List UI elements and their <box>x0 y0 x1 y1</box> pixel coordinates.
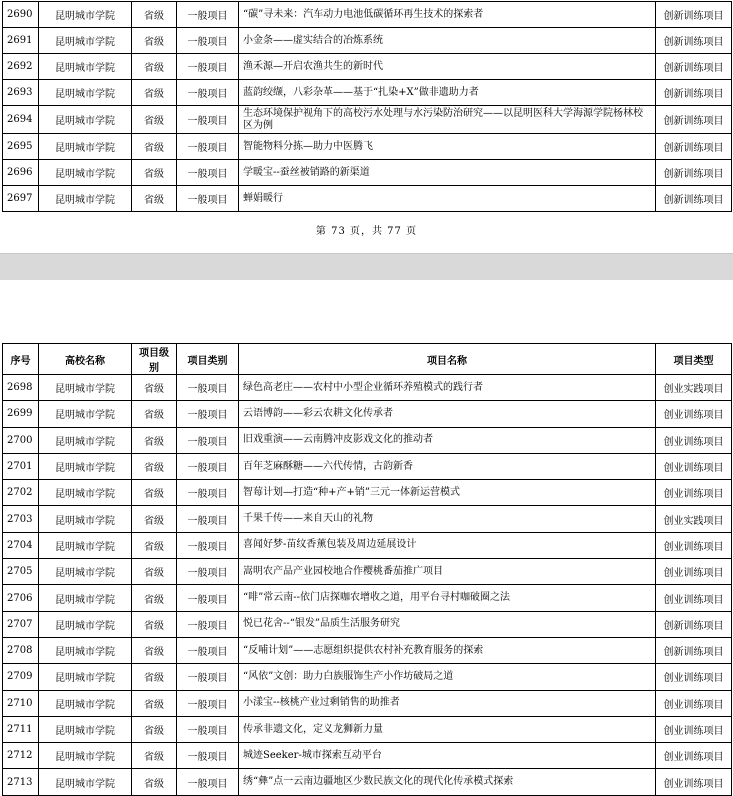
page-separator <box>0 253 733 280</box>
cell-category: 一般项目 <box>177 664 239 690</box>
cell-no: 2698 <box>3 375 39 401</box>
cell-no: 2706 <box>3 585 39 611</box>
cell-school: 昆明城市学院 <box>39 637 132 663</box>
cell-school: 昆明城市学院 <box>39 375 132 401</box>
cell-level: 省级 <box>132 506 177 532</box>
cell-category: 一般项目 <box>177 585 239 611</box>
cell-level: 省级 <box>132 134 177 160</box>
cell-no: 2712 <box>3 743 39 769</box>
cell-level: 省级 <box>132 106 177 134</box>
cell-category: 一般项目 <box>177 559 239 585</box>
cell-level: 省级 <box>132 585 177 611</box>
cell-name: 小漾宝--核桃产业过剩销售的助推者 <box>239 690 656 716</box>
cell-school: 昆明城市学院 <box>39 453 132 479</box>
cell-name: 嵩明农产品产业园校地合作樱桃番茄推广项目 <box>239 559 656 585</box>
cell-type: 创业训练项目 <box>656 585 732 611</box>
table-row <box>3 690 732 716</box>
cell-no: 2711 <box>3 716 39 742</box>
cell-type: 创新训练项目 <box>656 134 732 160</box>
document-page-74 <box>0 280 733 791</box>
table-row <box>3 769 732 795</box>
table-row <box>3 160 732 186</box>
header-name: 项目名称 <box>239 344 656 375</box>
cell-category: 一般项目 <box>177 506 239 532</box>
cell-no: 2702 <box>3 480 39 506</box>
cell-category: 一般项目 <box>177 532 239 558</box>
cell-school: 昆明城市学院 <box>39 427 132 453</box>
cell-school: 昆明城市学院 <box>39 54 132 80</box>
cell-level: 省级 <box>132 186 177 212</box>
cell-school: 昆明城市学院 <box>39 2 132 28</box>
header-level: 项目级别 <box>132 344 177 375</box>
cell-school: 昆明城市学院 <box>39 532 132 558</box>
cell-type: 创业训练项目 <box>656 559 732 585</box>
cell-no: 2701 <box>3 453 39 479</box>
cell-name: 城迹Seeker-城市探索互动平台 <box>239 743 656 769</box>
project-table-page-73 <box>2 1 732 212</box>
cell-type: 创新训练项目 <box>656 54 732 80</box>
cell-name: 千果千传——来自天山的礼物 <box>239 506 656 532</box>
table-row <box>3 106 732 134</box>
cell-type: 创业实践项目 <box>656 506 732 532</box>
table-row <box>3 427 732 453</box>
document-page-73 <box>0 0 733 253</box>
cell-name: 悦已花舍--“银发”品质生活服务研究 <box>239 611 656 637</box>
cell-no: 2713 <box>3 769 39 795</box>
cell-no: 2694 <box>3 106 39 134</box>
table-row <box>3 637 732 663</box>
cell-type: 创新训练项目 <box>656 160 732 186</box>
cell-school: 昆明城市学院 <box>39 186 132 212</box>
cell-name: 绣“彝”点一云南边疆地区少数民族文化的现代化传承模式探索 <box>239 769 656 795</box>
cell-type: 创业训练项目 <box>656 532 732 558</box>
cell-name: 蝉娟暖行 <box>239 186 656 212</box>
cell-type: 创业训练项目 <box>656 427 732 453</box>
cell-no: 2700 <box>3 427 39 453</box>
cell-type: 创新训练项目 <box>656 186 732 212</box>
table-row <box>3 134 732 160</box>
cell-school: 昆明城市学院 <box>39 716 132 742</box>
cell-level: 省级 <box>132 54 177 80</box>
cell-name: 渔禾源—开启农渔共生的新时代 <box>239 54 656 80</box>
cell-no: 2697 <box>3 186 39 212</box>
cell-level: 省级 <box>132 690 177 716</box>
cell-category: 一般项目 <box>177 375 239 401</box>
table-row <box>3 480 732 506</box>
cell-no: 2695 <box>3 134 39 160</box>
cell-name: “反哺计划”——志愿组织提供农村补充教育服务的探索 <box>239 637 656 663</box>
table-row <box>3 506 732 532</box>
cell-category: 一般项目 <box>177 106 239 134</box>
table-row <box>3 611 732 637</box>
cell-category: 一般项目 <box>177 80 239 106</box>
project-table-page-74 <box>2 343 732 796</box>
cell-name: 小金条——虚实结合的冶炼系统 <box>239 28 656 54</box>
cell-school: 昆明城市学院 <box>39 80 132 106</box>
cell-type: 创新训练项目 <box>656 28 732 54</box>
table-row <box>3 664 732 690</box>
cell-level: 省级 <box>132 743 177 769</box>
cell-name: “碳”寻未来：汽车动力电池低碳循环再生技术的探索者 <box>239 2 656 28</box>
cell-category: 一般项目 <box>177 160 239 186</box>
cell-type: 创业训练项目 <box>656 480 732 506</box>
cell-category: 一般项目 <box>177 54 239 80</box>
cell-no: 2704 <box>3 532 39 558</box>
cell-type: 创新训练项目 <box>656 2 732 28</box>
cell-type: 创业训练项目 <box>656 716 732 742</box>
cell-name: “风依”文创：助力白族服饰生产小作坊破局之道 <box>239 664 656 690</box>
cell-school: 昆明城市学院 <box>39 769 132 795</box>
cell-type: 创业训练项目 <box>656 769 732 795</box>
cell-name: “啡”常云南--依门店探咖农增收之道，用平台寻村咖破圈之法 <box>239 585 656 611</box>
table-row <box>3 28 732 54</box>
cell-school: 昆明城市学院 <box>39 160 132 186</box>
cell-school: 昆明城市学院 <box>39 559 132 585</box>
cell-no: 2690 <box>3 2 39 28</box>
cell-school: 昆明城市学院 <box>39 480 132 506</box>
cell-type: 创业训练项目 <box>656 401 732 427</box>
cell-name: 智莓计划—打造“种+产+销”三元一体新运营模式 <box>239 480 656 506</box>
cell-school: 昆明城市学院 <box>39 134 132 160</box>
header-category: 项目类别 <box>177 344 239 375</box>
cell-name: 喜闻好梦-苗纹香薰包装及周边延展设计 <box>239 532 656 558</box>
cell-no: 2696 <box>3 160 39 186</box>
cell-no: 2692 <box>3 54 39 80</box>
cell-no: 2691 <box>3 28 39 54</box>
cell-name: 生态环境保护视角下的高校污水处理与水污染防治研究——以昆明医科大学海源学院杨林校区为例 <box>239 106 656 134</box>
table-row <box>3 186 732 212</box>
cell-category: 一般项目 <box>177 769 239 795</box>
cell-no: 2708 <box>3 637 39 663</box>
table-row <box>3 453 732 479</box>
cell-no: 2693 <box>3 80 39 106</box>
cell-name: 旧戏重演——云南腾冲皮影戏文化的推动者 <box>239 427 656 453</box>
cell-name: 云语博韵——彩云农耕文化传承者 <box>239 401 656 427</box>
header-no: 序号 <box>3 344 39 375</box>
cell-level: 省级 <box>132 611 177 637</box>
table-row <box>3 716 732 742</box>
cell-level: 省级 <box>132 532 177 558</box>
cell-name: 智能物料分拣—助力中医腾飞 <box>239 134 656 160</box>
cell-level: 省级 <box>132 637 177 663</box>
cell-school: 昆明城市学院 <box>39 506 132 532</box>
table-row <box>3 559 732 585</box>
cell-level: 省级 <box>132 375 177 401</box>
cell-school: 昆明城市学院 <box>39 106 132 134</box>
table-row <box>3 80 732 106</box>
cell-school: 昆明城市学院 <box>39 401 132 427</box>
cell-name: 蓝韵绞缬，八彩杂革——基于“扎染+X”做非遗助力者 <box>239 80 656 106</box>
cell-school: 昆明城市学院 <box>39 664 132 690</box>
cell-level: 省级 <box>132 664 177 690</box>
cell-no: 2710 <box>3 690 39 716</box>
cell-type: 创业训练项目 <box>656 743 732 769</box>
cell-type: 创业训练项目 <box>656 664 732 690</box>
cell-no: 2707 <box>3 611 39 637</box>
cell-name: 传承非遗文化，定义龙狮新力量 <box>239 716 656 742</box>
cell-category: 一般项目 <box>177 611 239 637</box>
cell-school: 昆明城市学院 <box>39 690 132 716</box>
cell-level: 省级 <box>132 769 177 795</box>
cell-type: 创新训练项目 <box>656 80 732 106</box>
cell-level: 省级 <box>132 2 177 28</box>
cell-type: 创业训练项目 <box>656 453 732 479</box>
cell-no: 2699 <box>3 401 39 427</box>
cell-name: 百年芝麻酥糖——六代传情，古韵新香 <box>239 453 656 479</box>
cell-level: 省级 <box>132 453 177 479</box>
cell-type: 创新训练项目 <box>656 106 732 134</box>
cell-type: 创业实践项目 <box>656 375 732 401</box>
cell-category: 一般项目 <box>177 716 239 742</box>
cell-level: 省级 <box>132 80 177 106</box>
table-row <box>3 743 732 769</box>
cell-category: 一般项目 <box>177 690 239 716</box>
cell-school: 昆明城市学院 <box>39 743 132 769</box>
cell-category: 一般项目 <box>177 480 239 506</box>
cell-category: 一般项目 <box>177 637 239 663</box>
table-row <box>3 375 732 401</box>
cell-category: 一般项目 <box>177 186 239 212</box>
cell-category: 一般项目 <box>177 427 239 453</box>
table-row <box>3 2 732 28</box>
table-row <box>3 401 732 427</box>
cell-type: 创新训练项目 <box>656 611 732 637</box>
cell-school: 昆明城市学院 <box>39 611 132 637</box>
header-school: 高校名称 <box>39 344 132 375</box>
table-row <box>3 585 732 611</box>
cell-name: 学暖宝--蚕丝被销路的新渠道 <box>239 160 656 186</box>
cell-level: 省级 <box>132 716 177 742</box>
table-row <box>3 54 732 80</box>
cell-no: 2705 <box>3 559 39 585</box>
cell-level: 省级 <box>132 160 177 186</box>
table-row <box>3 532 732 558</box>
cell-no: 2709 <box>3 664 39 690</box>
cell-category: 一般项目 <box>177 2 239 28</box>
cell-level: 省级 <box>132 480 177 506</box>
cell-category: 一般项目 <box>177 401 239 427</box>
cell-type: 创业训练项目 <box>656 690 732 716</box>
page-number-footer: 第 73 页，共 77 页 <box>315 226 418 237</box>
cell-school: 昆明城市学院 <box>39 585 132 611</box>
cell-school: 昆明城市学院 <box>39 28 132 54</box>
cell-name: 绿色高老庄——农村中小型企业循环养殖模式的践行者 <box>239 375 656 401</box>
cell-category: 一般项目 <box>177 134 239 160</box>
header-type: 项目类型 <box>656 344 732 375</box>
cell-category: 一般项目 <box>177 453 239 479</box>
cell-level: 省级 <box>132 401 177 427</box>
cell-level: 省级 <box>132 28 177 54</box>
cell-category: 一般项目 <box>177 28 239 54</box>
table-header-row <box>3 344 732 375</box>
cell-category: 一般项目 <box>177 743 239 769</box>
cell-no: 2703 <box>3 506 39 532</box>
cell-type: 创新训练项目 <box>656 637 732 663</box>
cell-level: 省级 <box>132 427 177 453</box>
cell-level: 省级 <box>132 559 177 585</box>
